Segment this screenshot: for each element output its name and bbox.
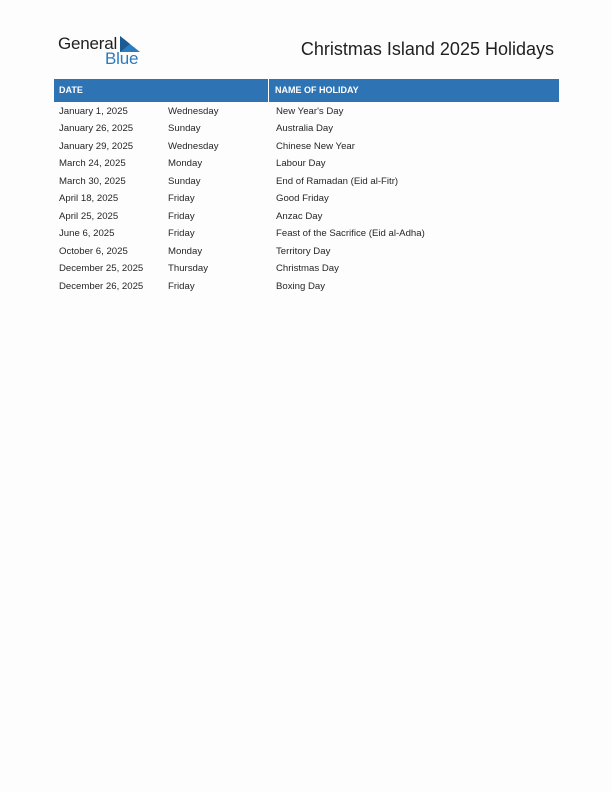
- cell-day: Sunday: [168, 123, 201, 134]
- cell-day: Wednesday: [168, 105, 219, 117]
- cell-date: April 25, 2025: [59, 210, 119, 222]
- cell-day: Friday: [168, 280, 195, 292]
- cell-day: Friday: [168, 193, 195, 204]
- cell-date: January 1, 2025: [59, 105, 128, 117]
- table-row: [54, 260, 559, 278]
- cell-day: Monday: [168, 158, 203, 169]
- table-body: [54, 102, 559, 295]
- table-row: [54, 103, 559, 121]
- holiday-table: [54, 79, 559, 295]
- cell-holiday-name: End of Ramadan (Eid al-Fitr): [276, 175, 399, 187]
- page-title: Christmas Island 2025 Holidays: [300, 39, 554, 59]
- logo: [58, 34, 148, 68]
- cell-day: Monday: [168, 245, 203, 257]
- column-header-date: DATE: [54, 79, 269, 102]
- logo-text-general: General: [58, 34, 118, 53]
- table-row: [54, 190, 559, 208]
- cell-holiday-name: Australia Day: [276, 123, 334, 134]
- cell-day: Thursday: [168, 263, 208, 274]
- cell-day: Wednesday: [168, 140, 219, 152]
- table-row: [54, 208, 559, 226]
- cell-holiday-name: Feast of the Sacrifice (Eid al-Adha): [276, 228, 425, 239]
- cell-holiday-name: Christmas Day: [276, 263, 339, 274]
- column-header-name: NAME OF HOLIDAY: [275, 85, 359, 95]
- table-row: [54, 225, 559, 243]
- cell-date: December 26, 2025: [59, 280, 144, 292]
- cell-holiday-name: Anzac Day: [276, 210, 323, 222]
- table-row: [54, 120, 559, 138]
- cell-holiday-name: New Year's Day: [276, 105, 344, 117]
- table-row: [54, 278, 559, 296]
- cell-holiday-name: Boxing Day: [276, 280, 326, 292]
- cell-date: December 25, 2025: [59, 263, 144, 274]
- cell-holiday-name: Good Friday: [276, 193, 329, 204]
- cell-holiday-name: Territory Day: [276, 245, 331, 257]
- cell-date: March 30, 2025: [59, 175, 126, 187]
- logo-text-blue: Blue: [105, 49, 139, 68]
- cell-date: January 26, 2025: [59, 123, 134, 134]
- table-row: [54, 138, 559, 156]
- cell-date: June 6, 2025: [59, 228, 115, 239]
- cell-day: Sunday: [168, 175, 201, 187]
- cell-holiday-name: Labour Day: [276, 158, 326, 169]
- table-row: [54, 243, 559, 261]
- cell-date: March 24, 2025: [59, 158, 126, 169]
- cell-date: January 29, 2025: [59, 140, 134, 152]
- table-row: [54, 173, 559, 191]
- cell-day: Friday: [168, 210, 195, 222]
- table-row: [54, 155, 559, 173]
- cell-day: Friday: [168, 228, 195, 239]
- cell-date: April 18, 2025: [59, 193, 119, 204]
- cell-date: October 6, 2025: [59, 245, 128, 257]
- cell-holiday-name: Chinese New Year: [276, 140, 355, 152]
- table-header: [54, 79, 559, 102]
